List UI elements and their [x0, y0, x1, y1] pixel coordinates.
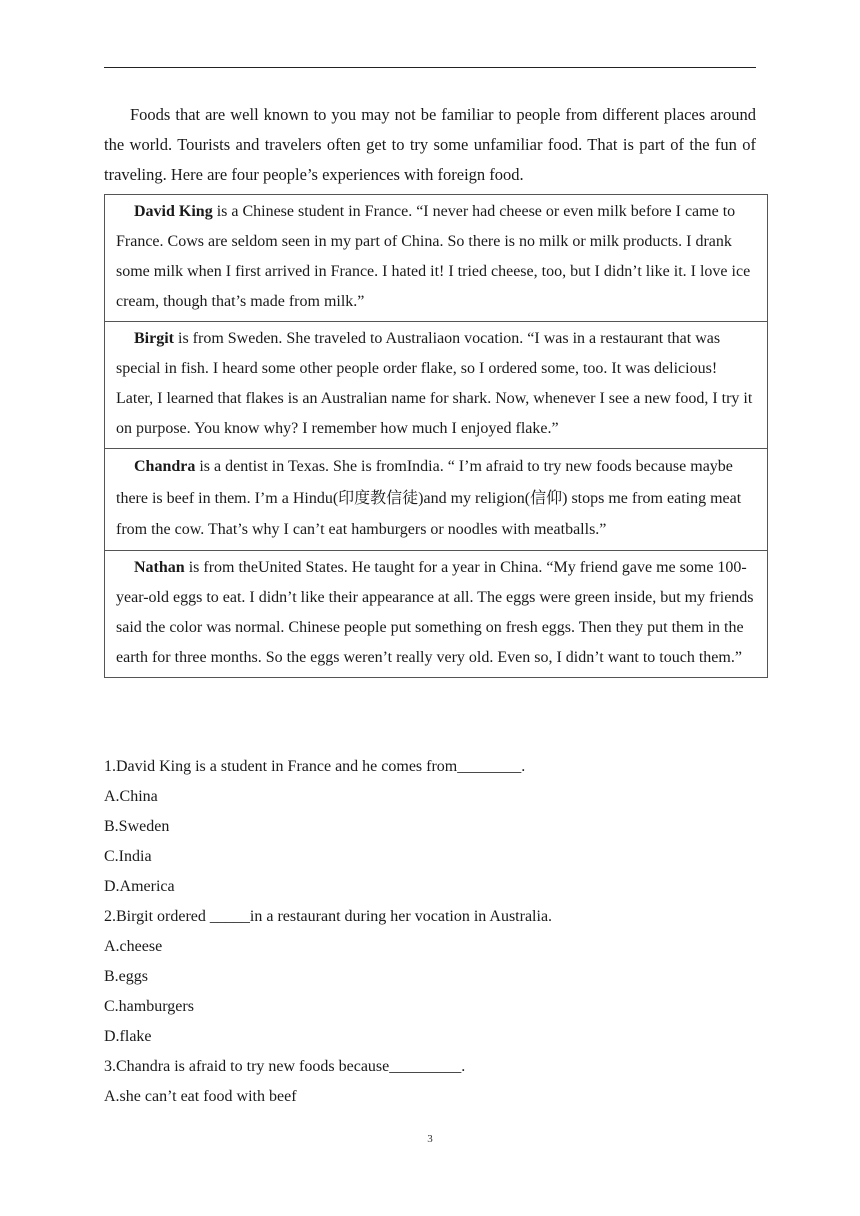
- answer-option: C.India: [104, 848, 152, 865]
- questions-section: [104, 752, 756, 1112]
- story-row: [105, 449, 768, 551]
- story-cell: [105, 550, 768, 677]
- question-stem: 3.Chandra is afraid to try new foods because_________.: [104, 1058, 466, 1075]
- story-text: is a Chinese student in France. “I never had cheese or even milk before I came to France. Cows are seldom seen in my part of China. So there is no milk or milk products. I drank some milk when I first arrived in France. I hated it! I tried cheese, too, but I didn’t like it. I love ice cream, though that’s made from milk.”: [116, 203, 751, 310]
- header-rule: [104, 67, 756, 68]
- answer-option: C.hamburgers: [104, 998, 194, 1015]
- question-stem: 1.David King is a student in France and he comes from________.: [104, 758, 526, 775]
- story-cell: [105, 449, 768, 551]
- story-row: [105, 195, 768, 322]
- story-text: is from theUnited States. He taught for a year in China. “My friend gave me some 100-year-old eggs to eat. I didn’t like their appearance at all. The eggs were green inside, but my friends said the color was normal. Chinese people put something on fresh eggs. Then they put them in the earth for three months. So the eggs weren’t really very old. Even so, I didn’t want to touch them.”: [116, 558, 754, 666]
- answer-option: A.she can’t eat food with beef: [104, 1088, 297, 1105]
- story-row: [105, 322, 768, 449]
- answer-option: B.eggs: [104, 968, 148, 985]
- answer-option: A.China: [104, 788, 158, 805]
- story-name: Chandra: [134, 458, 196, 475]
- story-row: [105, 550, 768, 677]
- story-name: Nathan: [134, 558, 185, 576]
- story-name: David King: [134, 203, 213, 220]
- answer-option: B.Sweden: [104, 818, 170, 835]
- answer-option: D.America: [104, 878, 175, 895]
- answer-option: D.flake: [104, 1028, 152, 1045]
- story-name: Birgit: [134, 330, 174, 347]
- question-stem: 2.Birgit ordered _____in a restaurant during her vocation in Australia.: [104, 908, 553, 925]
- intro-paragraph: Foods that are well known to you may not be familiar to people from different places around the world. Tourists and travelers often get to try some unfamiliar food. That is part of the fun of traveling. Here are four people’s experiences with foreign food.: [104, 105, 756, 184]
- story-text: is a dentist in Texas. She is fromIndia. “ I’m afraid to try new foods because maybe there is beef in them. I’m a Hindu(印度教信徒)and my religion(信仰) stops me from eating meat from the cow. That’s why I can’t eat hamburgers or noodles with meatballs.”: [116, 458, 742, 538]
- story-cell: [105, 195, 768, 322]
- story-text: is from Sweden. She traveled to Australiaon vocation. “I was in a restaurant that was special in fish. I heard some other people order flake, so I ordered some, too. It was delicious! Later, I learned that flakes is an Australian name for shark. Now, whenever I see a new food, I try it on purpose. You know why? I remember how much I enjoyed flake.”: [116, 330, 753, 437]
- stories-table: [104, 194, 768, 678]
- page-number: 3: [427, 1133, 433, 1145]
- answer-option: A.cheese: [104, 938, 163, 955]
- story-cell: [105, 322, 768, 449]
